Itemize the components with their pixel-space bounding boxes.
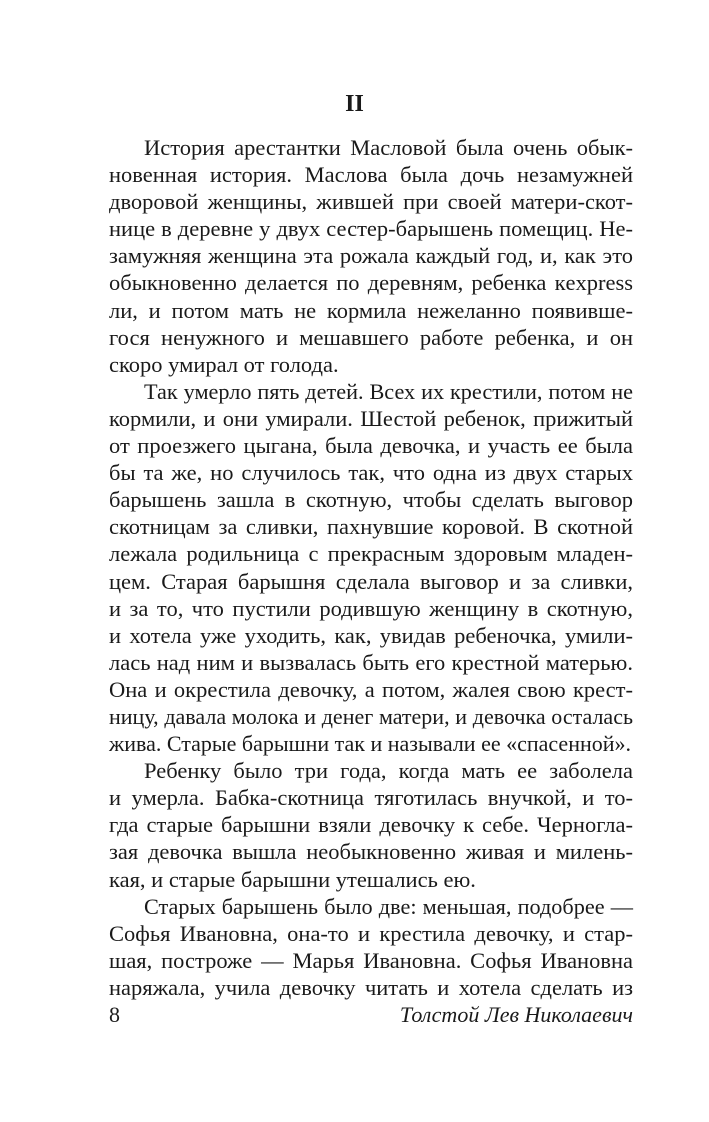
- body-text: [109, 134, 633, 1001]
- text-line: лась над ним и вызвалась быть его крестной матерью.: [109, 649, 633, 675]
- text-line: История арестантки Масловой была очень обык-: [144, 135, 633, 160]
- text-line: скотницам за сливки, пахнувшие коровой. В скотной: [109, 514, 633, 540]
- text-line: Ребенку было три года, когда мать ее заболела: [144, 758, 633, 784]
- text-line: жива. Старые барышни так и называли ее «спасенной».: [109, 731, 632, 757]
- text-line: Старых барышень было две: меньшая, подобрее —: [144, 893, 633, 919]
- text-line: бы та же, но случилось так, что одна из двух старых: [109, 460, 633, 486]
- text-line: от проезжего цыгана, была девочка, и участь ее была: [109, 433, 633, 459]
- text-line: кая, и старые барышни утешались ею.: [109, 866, 476, 892]
- text-line: дворовой женщины, жившей при своей матери-скот-: [109, 189, 633, 215]
- text-line: Так умерло пять детей. Всех их крестили, потом не: [144, 378, 633, 404]
- text-line: ницу, давала молока и денег матери, и девочка осталась: [109, 703, 633, 729]
- text-line: Она и окрестила девочку, а потом, жалея свою крест-: [109, 676, 633, 702]
- text-line: наряжала, учила девочку читать и хотела сделать из: [109, 974, 633, 1000]
- text-line: и умерла. Бабка-скотница тяготилась внучкой, и то-: [109, 785, 633, 811]
- text-line: барышень зашла в скотную, чтобы сделать выговор: [109, 487, 633, 513]
- page-number: 8: [109, 1002, 120, 1027]
- text-line: ли, и потом мать не кормила нежеланно появивше-: [109, 297, 633, 323]
- text-line: обыкновенно делается по деревням, ребенка кexpress: [109, 270, 633, 296]
- text-line: замужняя женщина эта рожала каждый год, и, как это: [109, 243, 633, 269]
- text-line: цем. Старая барышня сделала выговор и за сливки,: [109, 568, 633, 594]
- chapter-title: II: [345, 91, 364, 117]
- text-line: Софья Ивановна, она-то и крестила девочку, и стар-: [109, 920, 633, 946]
- page-footer: [109, 1000, 633, 1030]
- text-line: скоро умирал от голода.: [109, 351, 339, 377]
- text-line: и хотела уже уходить, как, увидав ребеночка, умили-: [109, 622, 633, 648]
- running-head: Толстой Лев Николаевич: [399, 1002, 633, 1027]
- text-line: гда старые барышни взяли девочку к себе. Черногла-: [109, 812, 633, 838]
- text-line: нице в деревне у двух сестер-барышень помещиц. Не-: [109, 216, 633, 242]
- text-line: и за то, что пустили родившую женщину в скотную,: [109, 595, 633, 621]
- text-line: шая, построже — Марья Ивановна. Софья Ивановна: [109, 947, 633, 973]
- text-line: зая девочка вышла необыкновенно живая и милень-: [109, 839, 633, 865]
- text-line: гося ненужного и мешавшего работе ребенка, и он: [109, 324, 633, 350]
- text-line: новенная история. Маслова была дочь незамужней: [109, 162, 633, 188]
- text-line: кормили, и они умирали. Шестой ребенок, прижитый: [109, 405, 633, 431]
- text-line: лежала родильница с прекрасным здоровым младен-: [109, 541, 633, 567]
